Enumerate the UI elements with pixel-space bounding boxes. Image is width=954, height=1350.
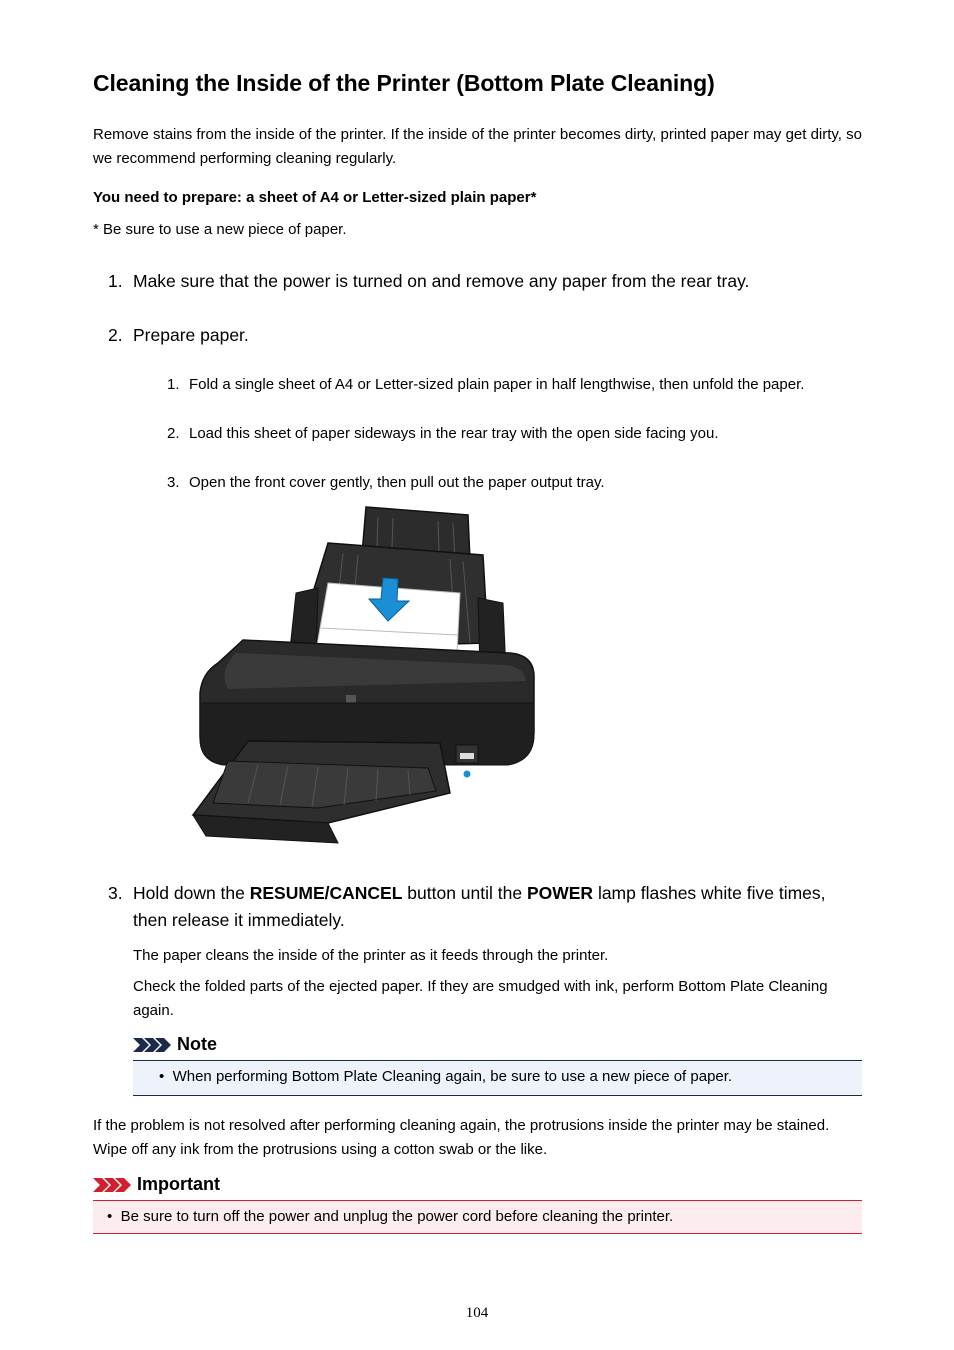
note-bullet: • When performing Bottom Plate Cleaning again, be sure to use a new piece of paper. — [159, 1068, 733, 1085]
important-bullet: • Be sure to turn off the power and unplug the power cord before cleaning the printer. — [107, 1208, 674, 1225]
note-chevron-icon — [133, 1036, 173, 1054]
important-heading: Important — [93, 1174, 220, 1195]
printer-illustration — [188, 503, 538, 848]
intro-paragraph: Remove stains from the inside of the printer. If the inside of the printer becomes dirty, printed paper may get dirty, so we recommend performing cleaning regularly. — [93, 126, 862, 167]
step-2-text: Prepare paper. — [133, 325, 249, 345]
note-box — [133, 1060, 862, 1096]
step-3-para-1: The paper cleans the inside of the printer as it feeds through the printer. — [133, 947, 609, 964]
footnote: * Be sure to use a new piece of paper. — [93, 221, 347, 238]
note-heading: Note — [133, 1034, 217, 1055]
important-chevron-icon — [93, 1176, 133, 1194]
step-3-text: Hold down the RESUME/CANCEL button until the POWER lamp flashes white five times, then release it immediately. — [133, 883, 826, 930]
after-paragraph: If the problem is not resolved after performing cleaning again, the protrusions inside the printer may be stained. Wipe off any ink from the protrusions using a cotton swab or the like. — [93, 1117, 830, 1158]
resume-cancel-label: RESUME/CANCEL — [249, 883, 403, 903]
power-label: POWER — [526, 883, 594, 903]
page-number: 104 — [465, 1305, 489, 1321]
page-title: Cleaning the Inside of the Printer (Bottom Plate Cleaning) — [93, 70, 715, 96]
prepare-line: You need to prepare: a sheet of A4 or Letter-sized plain paper* — [93, 189, 537, 206]
important-box — [93, 1200, 862, 1234]
step-1-text: Make sure that the power is turned on and remove any paper from the rear tray. — [133, 271, 750, 291]
step-3-para-2: Check the folded parts of the ejected paper. If they are smudged with ink, perform Bottom Plate Cleaning again. — [133, 978, 828, 1019]
